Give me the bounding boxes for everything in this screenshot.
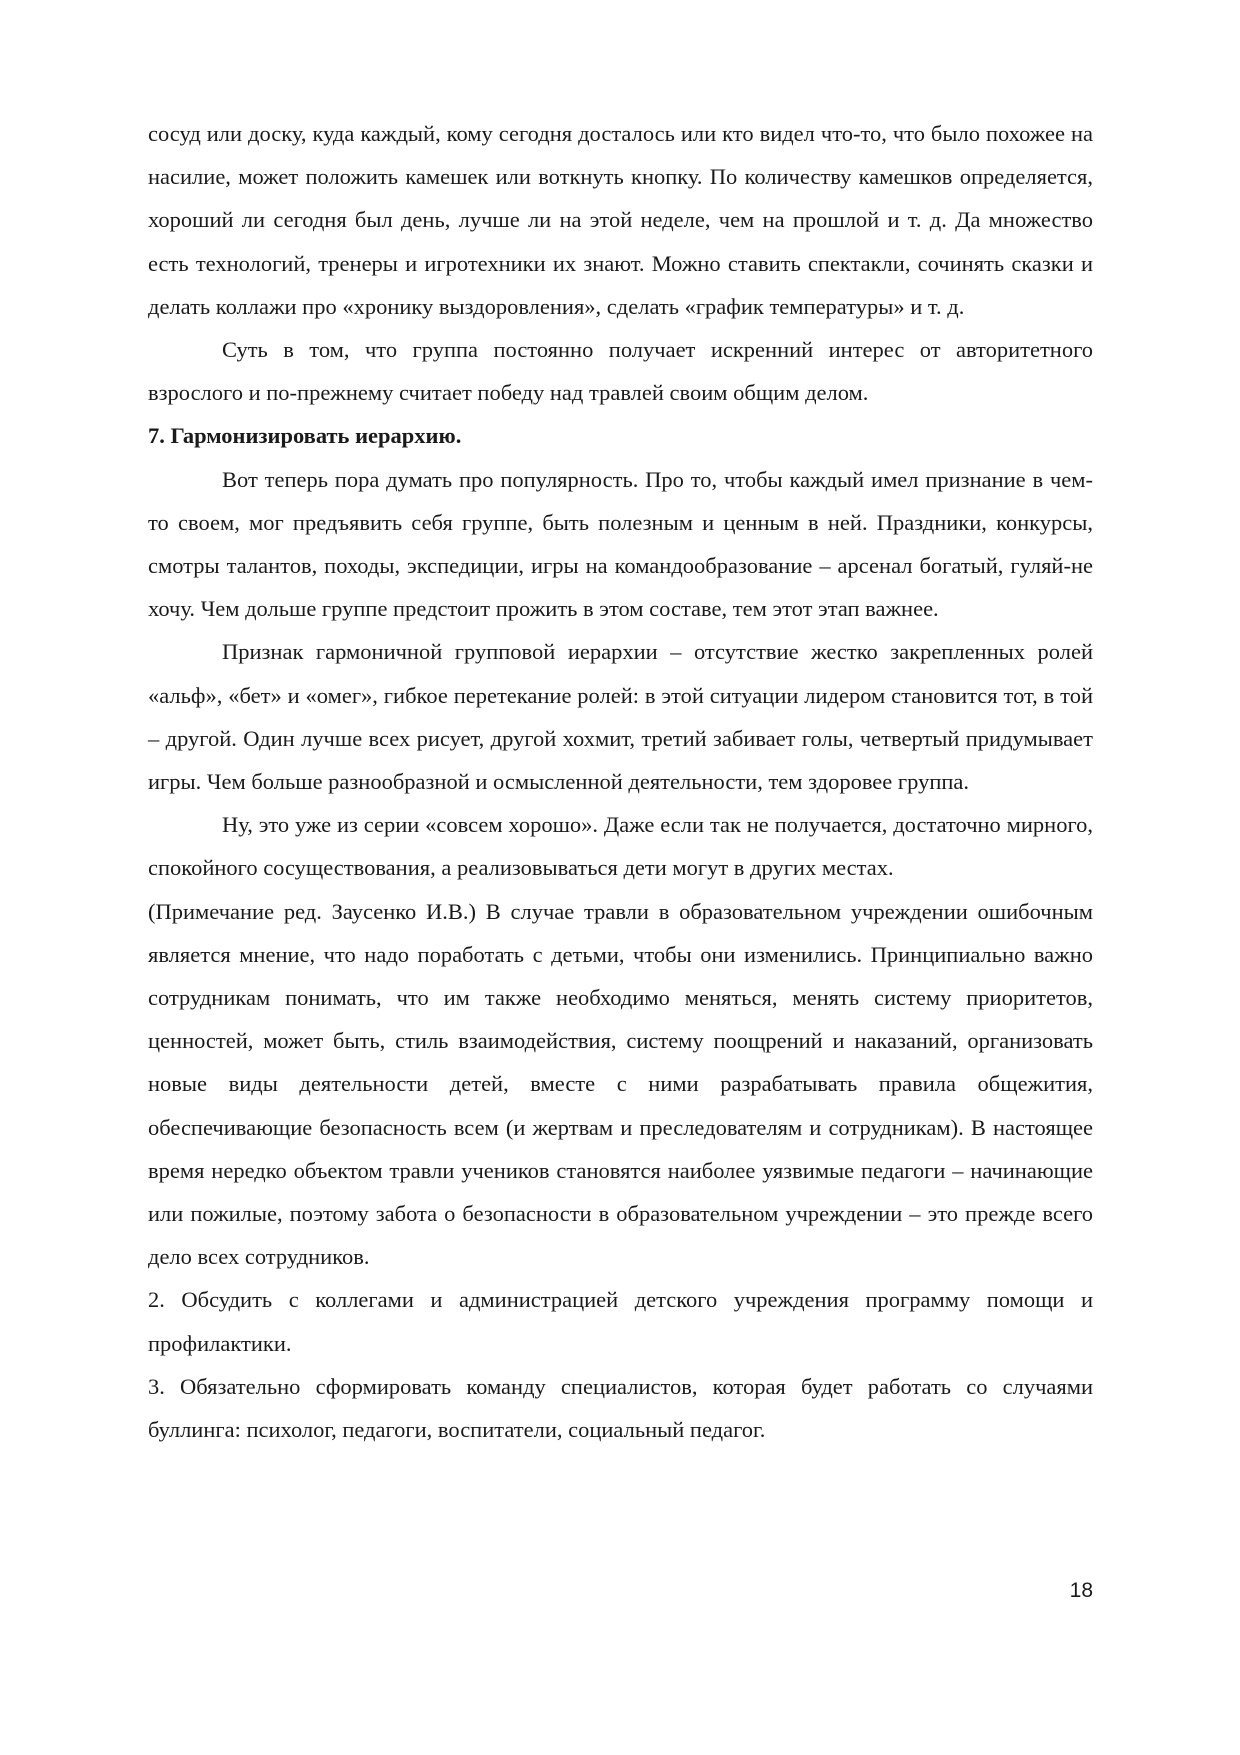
paragraph-4: Признак гармоничной групповой иерархии – отсутствие жестко закрепленных ролей «альф», «бет» и «омег», гибкое перетекание ролей: в этой ситуации лидером становится тот, в той – другой. Один лучше всех рисует, другой хохмит, третий забивает голы, четвертый придумывает игры. Чем больше разнообразной и осмысленной деятельности, тем здоровее группа. [148,639,1093,795]
page-number: 18 [1069,1579,1093,1602]
list-item-3: 3. Обязательно сформировать команду специалистов, которая будет работать со случаями буллинга: психолог, педагоги, воспитатели, социальный педагог. [148,1373,1093,1443]
page-body [148,112,1093,1451]
paragraph-1: сосуд или доску, куда каждый, кому сегодня досталось или кто видел что-то, что было похожее на насилие, может положить камешек или воткнуть кнопку. По количеству камешков определяется, хороший ли сегодня был день, лучше ли на этой неделе, чем на прошлой и т. д. Да множество есть технологий, тренеры и игротехники их знают. Можно ставить спектакли, сочинять сказки и делать коллажи про «хронику выздоровления», сделать «график температуры» и т. д. [148,121,1093,319]
paragraph-5: Ну, это уже из серии «совсем хорошо». Даже если так не получается, достаточно мирного, спокойного сосуществования, а реализовываться дети могут в других местах. [148,812,1093,881]
paragraph-3: Вот теперь пора думать про популярность. Про то, чтобы каждый имел признание в чем-то своем, мог предъявить себя группе, быть полезным и ценным в ней. Праздники, конкурсы, смотры талантов, походы, экспедиции, игры на командообразование – арсенал богатый, гуляй-не хочу. Чем дольше группе предстоит прожить в этом составе, тем этот этап важнее. [148,466,1093,622]
section-heading: 7. Гармонизировать иерархию. [148,423,462,449]
paragraph-2: Суть в том, что группа постоянно получает искренний интерес от авторитетного взрослого и по-прежнему считает победу над травлей своим общим делом. [148,337,1093,406]
list-item-2: 2. Обсудить с коллегами и администрацией детского учреждения программу помощи и профилактики. [148,1287,1093,1356]
editor-note-paragraph: (Примечание ред. Заусенко И.В.) В случае травли в образовательном учреждении ошибочным является мнение, что надо поработать с детьми, чтобы они изменились. Принципиально важно сотрудникам понимать, что им также необходимо меняться, менять систему приоритетов, ценностей, может быть, стиль взаимодействия, систему поощрений и наказаний, организовать новые виды деятельности детей, вместе с ними разрабатывать правила общежития, обеспечивающие безопасность всем (и жертвам и преследователям и сотрудникам). В настоящее время нередко объектом травли учеников становятся наиболее уязвимые педагоги – начинающие или пожилые, поэтому забота о безопасности в образовательном учреждении – это прежде всего дело всех сотрудников. [148,898,1093,1270]
